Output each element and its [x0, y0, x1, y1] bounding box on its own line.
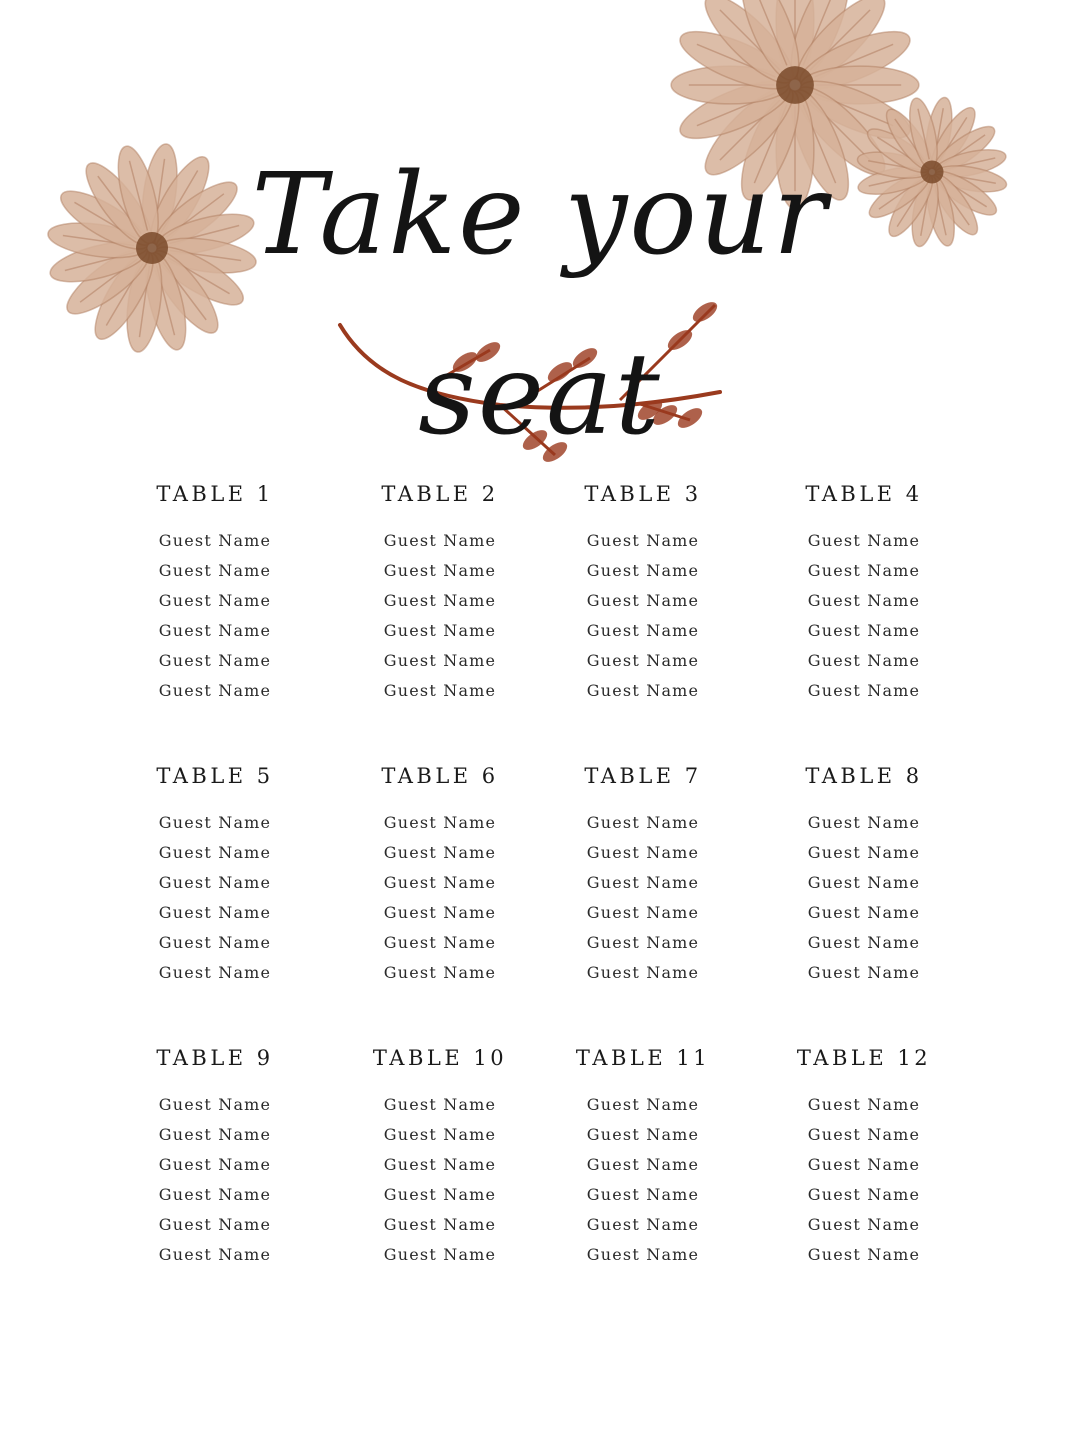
guest-name: Guest Name [383, 591, 497, 611]
guest-name: Guest Name [383, 681, 497, 701]
table-name: TABLE 4 [805, 482, 923, 506]
guest-name: Guest Name [158, 843, 272, 863]
guest-name: Guest Name [586, 813, 700, 832]
guest-name: Guest Name [383, 903, 497, 923]
guest-name: Guest Name [807, 591, 921, 611]
guest-name: Guest Name [158, 1095, 272, 1114]
table-block [754, 478, 974, 707]
guest-name: Guest Name [383, 1215, 497, 1235]
table-name: TABLE 10 [372, 1046, 508, 1070]
table-block [533, 478, 753, 707]
table-name: TABLE 1 [156, 482, 274, 506]
table-name: TABLE 3 [584, 482, 702, 506]
guest-name: Guest Name [586, 843, 700, 863]
guest-name: Guest Name [586, 561, 700, 581]
guest-name: Guest Name [158, 873, 272, 893]
guest-name: Guest Name [586, 903, 700, 923]
guest-name: Guest Name [586, 621, 700, 641]
guest-name: Guest Name [158, 963, 272, 983]
guest-name: Guest Name [158, 561, 272, 581]
guest-name: Guest Name [807, 651, 921, 671]
guest-name: Guest Name [586, 1215, 700, 1235]
guest-name: Guest Name [807, 531, 921, 550]
guest-name: Guest Name [158, 1155, 272, 1175]
table-name: TABLE 9 [156, 1046, 274, 1070]
guest-name: Guest Name [383, 1155, 497, 1175]
guest-name: Guest Name [807, 843, 921, 863]
guest-name: Guest Name [383, 531, 497, 550]
guest-name: Guest Name [586, 531, 700, 550]
guest-name: Guest Name [158, 1125, 272, 1145]
guest-name: Guest Name [158, 621, 272, 641]
guest-name: Guest Name [586, 1095, 700, 1114]
guest-name: Guest Name [383, 873, 497, 893]
guest-name: Guest Name [807, 873, 921, 893]
guest-name: Guest Name [586, 1245, 700, 1265]
guest-name: Guest Name [383, 1125, 497, 1145]
table-block [105, 760, 325, 989]
guest-name: Guest Name [383, 933, 497, 953]
table-block [754, 760, 974, 989]
guest-name: Guest Name [158, 591, 272, 611]
guest-name: Guest Name [586, 681, 700, 701]
guest-name: Guest Name [807, 963, 921, 983]
guest-name: Guest Name [158, 651, 272, 671]
table-block [330, 478, 550, 707]
guest-name: Guest Name [586, 1155, 700, 1175]
table-name: TABLE 5 [156, 764, 274, 788]
guest-name: Guest Name [807, 1155, 921, 1175]
guest-name: Guest Name [807, 621, 921, 641]
table-block [533, 760, 753, 989]
guest-name: Guest Name [807, 813, 921, 832]
page-title: Take your seat [251, 150, 829, 460]
guest-name: Guest Name [383, 651, 497, 671]
guest-name: Guest Name [383, 621, 497, 641]
table-block [754, 1042, 974, 1271]
guest-name: Guest Name [807, 561, 921, 581]
guest-name: Guest Name [807, 1185, 921, 1205]
guest-name: Guest Name [383, 963, 497, 983]
guest-name: Guest Name [586, 873, 700, 893]
guest-name: Guest Name [807, 1215, 921, 1235]
guest-name: Guest Name [383, 1245, 497, 1265]
guest-name: Guest Name [158, 1245, 272, 1265]
guest-name: Guest Name [586, 1185, 700, 1205]
guest-name: Guest Name [383, 1095, 497, 1114]
guest-name: Guest Name [383, 813, 497, 832]
guest-name: Guest Name [807, 933, 921, 953]
guest-name: Guest Name [383, 1185, 497, 1205]
table-block [330, 1042, 550, 1271]
guest-name: Guest Name [158, 1185, 272, 1205]
guest-name: Guest Name [158, 681, 272, 701]
table-block [105, 1042, 325, 1271]
guest-name: Guest Name [807, 681, 921, 701]
table-name: TABLE 6 [381, 764, 499, 788]
guest-name: Guest Name [807, 903, 921, 923]
guest-name: Guest Name [807, 1095, 921, 1114]
guest-name: Guest Name [807, 1245, 921, 1265]
table-block [105, 478, 325, 707]
table-name: TABLE 11 [575, 1046, 711, 1070]
guest-name: Guest Name [158, 903, 272, 923]
table-block [533, 1042, 753, 1271]
guest-name: Guest Name [586, 1125, 700, 1145]
guest-name: Guest Name [807, 1125, 921, 1145]
guest-name: Guest Name [158, 1215, 272, 1235]
table-block [330, 760, 550, 989]
guest-name: Guest Name [383, 561, 497, 581]
guest-name: Guest Name [158, 531, 272, 550]
table-name: TABLE 8 [805, 764, 923, 788]
table-name: TABLE 2 [381, 482, 499, 506]
guest-name: Guest Name [158, 933, 272, 953]
guest-name: Guest Name [383, 843, 497, 863]
guest-name: Guest Name [586, 651, 700, 671]
guest-name: Guest Name [586, 591, 700, 611]
table-name: TABLE 12 [796, 1046, 932, 1070]
table-name: TABLE 7 [584, 764, 702, 788]
guest-name: Guest Name [158, 813, 272, 832]
guest-name: Guest Name [586, 963, 700, 983]
guest-name: Guest Name [586, 933, 700, 953]
